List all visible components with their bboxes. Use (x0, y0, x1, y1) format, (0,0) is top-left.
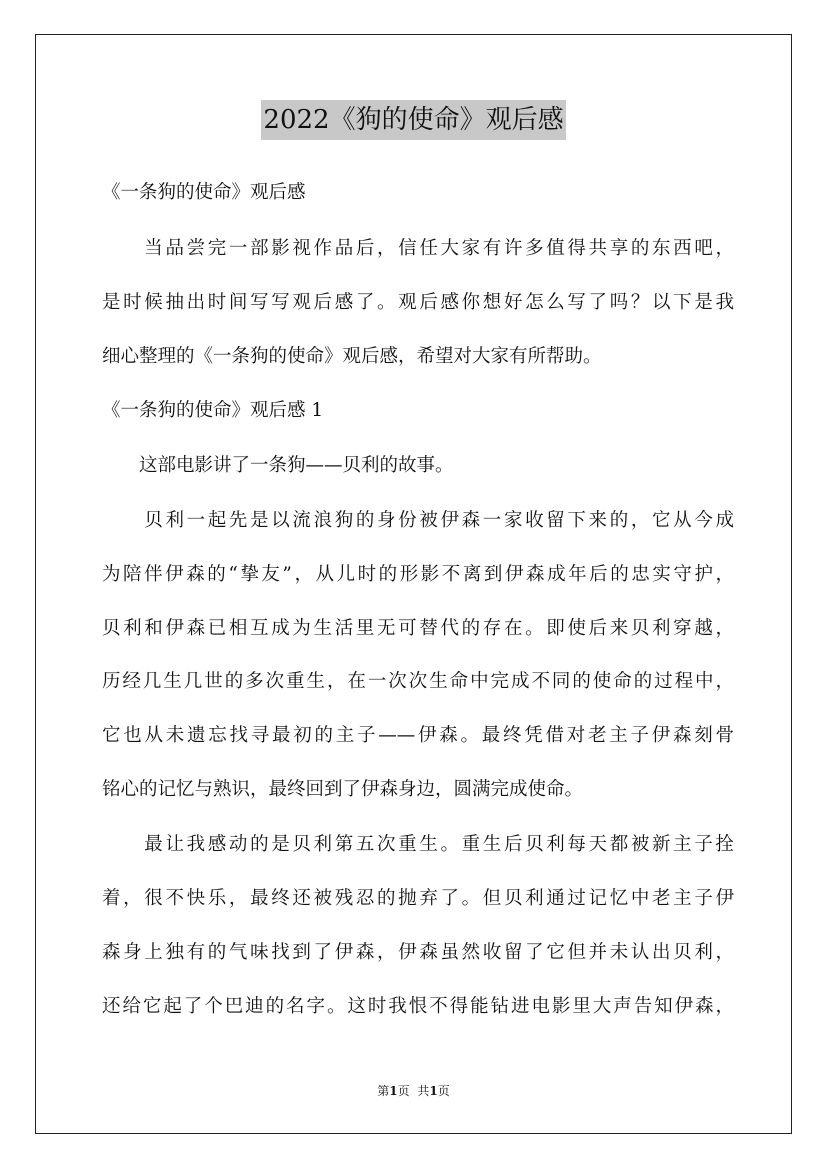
paragraph-line: 贝利一起先是以流浪狗的身份被伊森一家收留下来的，它从今成 (102, 510, 734, 531)
paragraph-line: 贝利和伊森已相互成为生活里无可替代的存在。即使后来贝利穿越， (102, 618, 734, 639)
paragraph-line: 最让我感动的是贝利第五次重生。重生后贝利每天都被新主子拴 (102, 834, 734, 855)
section-heading: 《一条狗的使命》观后感 1 (102, 400, 324, 421)
paragraph-line: 还给它起了个巴迪的名字。这时我恨不得能钻进电影里大声告知伊森， (102, 996, 734, 1017)
paragraph-line: 细心整理的《一条狗的使命》观后感，希望对大家有所帮助。 (102, 346, 602, 367)
paragraph-line: 它也从未遗忘找寻最初的主子——伊森。最终凭借对老主子伊森刻骨 (102, 725, 734, 746)
page-number: 1 (389, 1084, 398, 1098)
total-label-prefix: 共 (417, 1084, 430, 1098)
paragraph-line: 着，很不快乐，最终还被残忍的抛弃了。但贝利通过记忆中老主子伊 (102, 888, 734, 909)
title-container (0, 100, 827, 140)
total-pages: 1 (429, 1084, 438, 1098)
paragraph-line: 是时候抽出时间写写观后感了。观后感你想好怎么写了吗？以下是我 (102, 292, 734, 313)
paragraph-line: 这部电影讲了一条狗——贝利的故事。 (102, 455, 454, 476)
page-footer (0, 1083, 827, 1099)
section-heading: 《一条狗的使命》观后感 (102, 182, 306, 203)
paragraph-line: 森身上独有的气味找到了伊森，伊森虽然收留了它但并未认出贝利， (102, 942, 734, 963)
paragraph-line: 历经几生几世的多次重生，在一次次生命中完成不同的使命的过程中， (102, 671, 734, 692)
page-label-prefix: 第 (377, 1084, 390, 1098)
paragraph-line: 为陪伴伊森的“挚友”，从儿时的形影不离到伊森成年后的忠实守护， (102, 564, 734, 585)
document-title: 2022《狗的使命》观后感 (261, 100, 565, 140)
total-label-suffix: 页 (437, 1084, 450, 1098)
paragraph-line: 铭心的记忆与熟识，最终回到了伊森身边，圆满完成使命。 (102, 779, 584, 800)
paragraph-line: 当品尝完一部影视作品后，信任大家有许多值得共享的东西吧， (102, 238, 734, 259)
page-label-suffix: 页 (397, 1084, 410, 1098)
